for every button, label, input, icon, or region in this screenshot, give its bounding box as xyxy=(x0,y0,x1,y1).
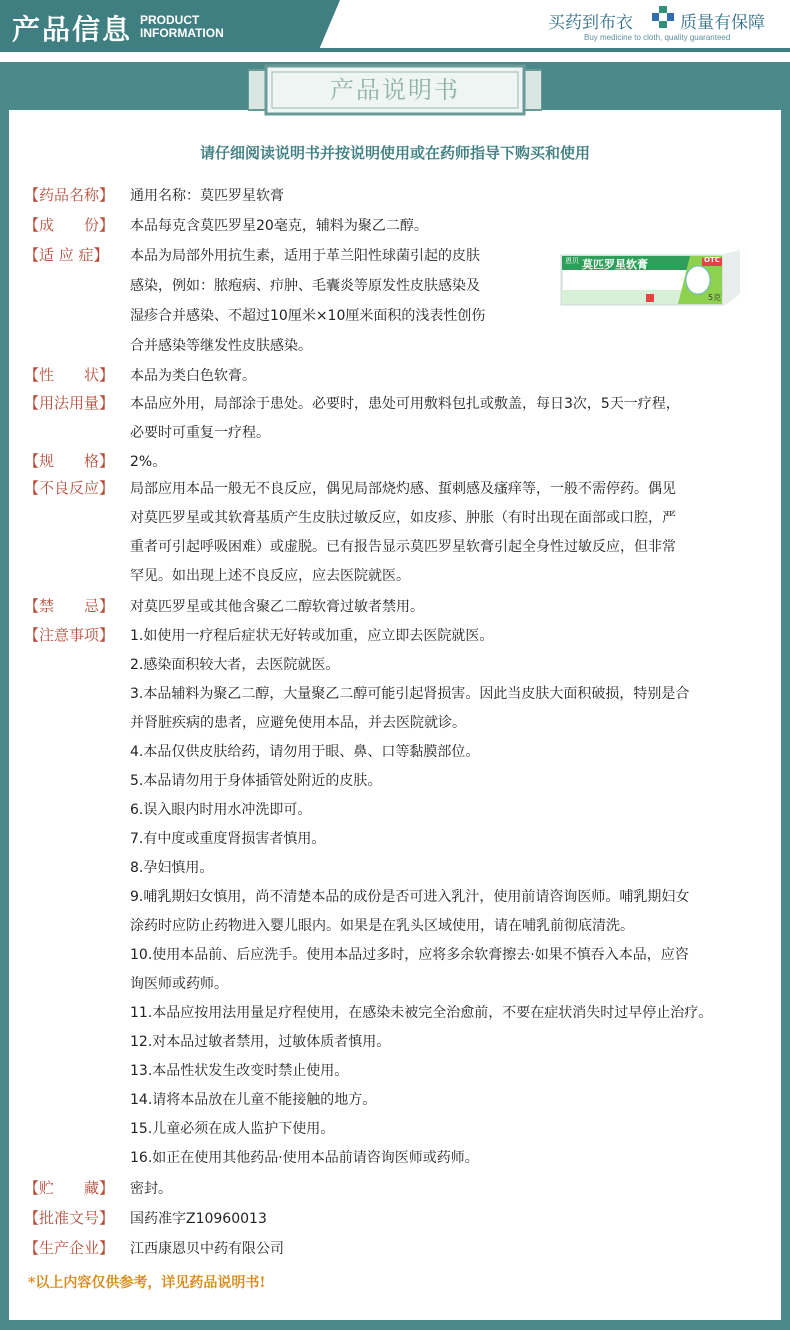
label-manufacturer: 【生产企业】 xyxy=(24,1239,115,1257)
precaution-line: 15.儿童必须在成人监护下使用。 xyxy=(130,1121,335,1137)
precaution-line: 7.有中度或重度肾损害者慎用。 xyxy=(130,831,326,847)
appearance-text: 本品为类白色软膏。 xyxy=(130,368,256,384)
header-stripe xyxy=(0,48,790,52)
header-title-en-2: INFORMATION xyxy=(140,26,224,40)
manufacturer-text: 江西康恩贝中药有限公司 xyxy=(130,1241,284,1257)
precaution-line: 4.本品仅供皮肤给药，请勿用于眼、鼻、口等黏膜部位。 xyxy=(130,744,480,760)
label-drug-name: 【药品名称】 xyxy=(24,186,115,204)
precaution-line: 1.如使用一疗程后症状无好转或加重，应立即去医院就医。 xyxy=(130,628,494,644)
indication-line: 本品为局部外用抗生素，适用于革兰阳性球菌引起的皮肤 xyxy=(130,248,480,264)
precaution-line: 10.使用本品前、后应洗手。使用本品过多时，应将多余软膏擦去·如果不慎吞入本品，应咨 xyxy=(130,947,689,963)
slogan-left: 买药到布衣 xyxy=(548,13,633,33)
precaution-line: 6.误入眼内时用水冲洗即可。 xyxy=(130,802,312,818)
adverse-line: 局部应用本品一般无不良反应，偶见局部烧灼感、蜇刺感及瘙痒等，一般不需停药。偶见 xyxy=(130,481,676,497)
indication-line: 合并感染等继发性皮肤感染。 xyxy=(130,338,312,354)
precaution-line: 11.本品应按用法用量足疗程使用，在感染未被完全治愈前，不要在症状消失时过早停止治疗。 xyxy=(130,1005,713,1021)
label-storage: 【贮 藏】 xyxy=(24,1179,115,1197)
precaution-line: 14.请将本品放在儿童不能接触的地方。 xyxy=(130,1092,377,1108)
precaution-line: 9.哺乳期妇女慎用，尚不清楚本品的成份是否可进入乳汁，使用前请咨询医师。哺乳期妇女 xyxy=(130,889,690,905)
footer-note: *以上内容仅供参考，详见药品说明书! xyxy=(28,1275,266,1291)
usage-line: 必要时可重复一疗程。 xyxy=(130,425,270,441)
approval-text: 国药准字Z10960013 xyxy=(130,1211,267,1227)
precaution-line: 13.本品性状发生改变时禁止使用。 xyxy=(130,1063,349,1079)
slogan-english: Buy medicine to cloth, quality guaranteed xyxy=(584,33,731,42)
header-title-en-1: PRODUCT xyxy=(140,13,200,27)
label-indication: 【适 应 症】 xyxy=(24,246,109,264)
label-contraindication: 【禁 忌】 xyxy=(24,597,115,615)
label-precautions: 【注意事项】 xyxy=(24,626,115,644)
slogan-right: 质量有保障 xyxy=(680,13,765,33)
adverse-line: 重者可引起呼吸困难）或虚脱。已有报告显示莫匹罗星软膏引起全身性过敏反应，但非常 xyxy=(130,539,676,555)
adverse-line: 罕见。如出现上述不良反应，应去医院就医。 xyxy=(130,568,410,584)
header-title-en xyxy=(140,14,224,40)
label-spec: 【规 格】 xyxy=(24,452,115,470)
label-appearance: 【性 状】 xyxy=(24,366,115,384)
spec-text: 2%。 xyxy=(130,454,167,470)
product-size: 5克 xyxy=(708,293,722,302)
indication-line: 湿疹合并感染、不超过10厘米×10厘米面积的浅表性创伤 xyxy=(130,308,486,324)
label-adverse: 【不良反应】 xyxy=(24,479,115,497)
precaution-line: 涂药时应防止药物进入婴儿眼内。如果是在乳头区域使用，请在哺乳前彻底清洗。 xyxy=(130,918,634,934)
product-name: 莫匹罗星软膏 xyxy=(582,258,648,271)
precaution-line: 12.对本品过敏者禁用，过敏体质者慎用。 xyxy=(130,1034,391,1050)
precaution-line: 询医师或药师。 xyxy=(130,976,228,992)
product-brand: 恩贝 xyxy=(565,257,579,265)
header-title-block xyxy=(0,0,318,52)
storage-text: 密封。 xyxy=(130,1181,172,1197)
precaution-line: 并肾脏疾病的患者，应避免使用本品，并去医院就诊。 xyxy=(130,715,466,731)
precaution-line: 16.如正在使用其他药品·使用本品前请咨询医师或药师。 xyxy=(130,1150,479,1166)
precaution-line: 3.本品辅料为聚乙二醇，大量聚乙二醇可能引起肾损害。因此当皮肤大面积破损，特别是合 xyxy=(130,686,690,702)
usage-line: 本品应外用，局部涂于患处。必要时，患处可用敷料包扎或敷盖，每日3次，5天一疗程， xyxy=(130,396,680,412)
indication-line: 感染，例如：脓疱病、疖肿、毛囊炎等原发性皮肤感染及 xyxy=(130,278,480,294)
label-approval: 【批准文号】 xyxy=(24,1209,115,1227)
pharmacy-cross-icon xyxy=(652,6,674,28)
page-header xyxy=(0,0,790,52)
precaution-line: 5.本品请勿用于身体插管处附近的皮肤。 xyxy=(130,773,382,789)
precaution-line: 2.感染面积较大者，去医院就医。 xyxy=(130,657,340,673)
ingredient-text: 本品每克含莫匹罗星20毫克，辅料为聚乙二醇。 xyxy=(130,218,428,234)
adverse-line: 对莫匹罗星或其软膏基质产生皮肤过敏反应，如皮疹、肿胀（有时出现在面部或口腔，严 xyxy=(130,510,676,526)
label-ingredient: 【成 份】 xyxy=(24,216,115,234)
otc-badge: OTC xyxy=(704,256,720,264)
reading-notice: 请仔细阅读说明书并按说明使用或在药师指导下购买和使用 xyxy=(199,144,590,162)
contraindication-text: 对莫匹罗星或其他含聚乙二醇软膏过敏者禁用。 xyxy=(130,599,424,615)
precaution-line: 8.孕妇慎用。 xyxy=(130,860,214,876)
label-usage: 【用法用量】 xyxy=(24,394,115,412)
header-title: 产品信息 xyxy=(12,13,133,46)
drug-name-text: 通用名称：莫匹罗星软膏 xyxy=(130,188,284,204)
banner-title: 产品说明书 xyxy=(330,76,460,104)
